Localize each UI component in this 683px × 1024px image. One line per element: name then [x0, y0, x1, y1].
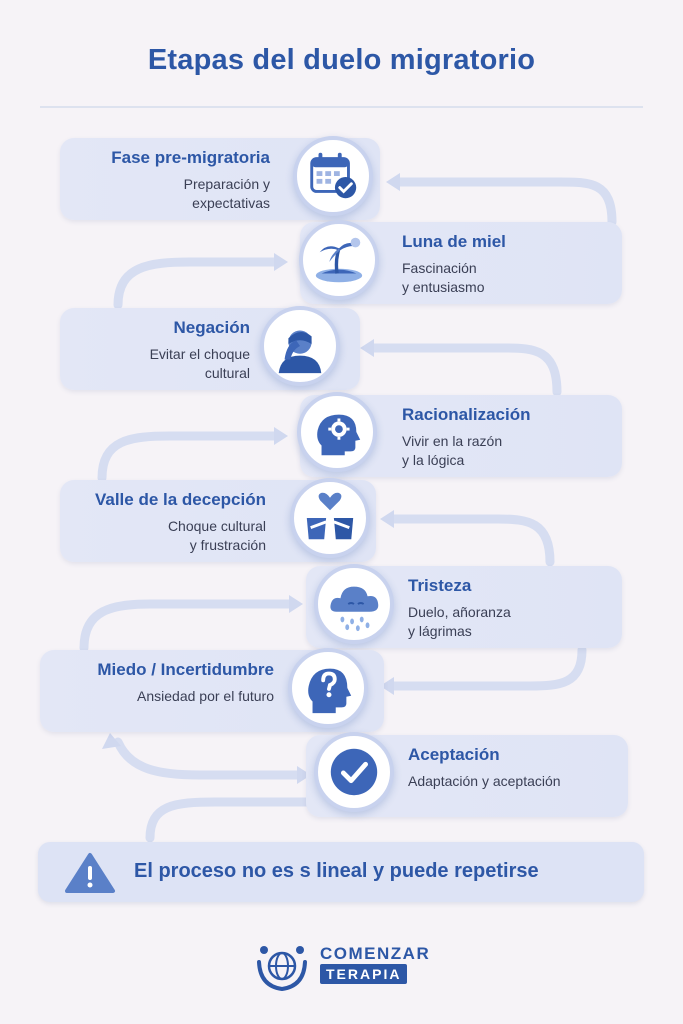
logo-line-2: TERAPIA [320, 964, 407, 984]
head-question-icon [288, 648, 368, 728]
stage-name: Valle de la decepción [94, 490, 266, 509]
globe-people-logo-icon [256, 940, 308, 992]
info-banner [38, 842, 644, 902]
connector-2 [118, 262, 275, 305]
connector-1 [400, 182, 612, 222]
stage-name: Miedo / Incertidumbre [97, 660, 274, 679]
stage-description: Choque cultural y frustración [167, 518, 266, 553]
stage-name: Negación [173, 318, 250, 337]
page-title: Etapas del duelo migratorio [147, 44, 536, 76]
calendar-check-icon [293, 136, 373, 216]
facepalm-person-icon [260, 306, 340, 386]
stage-name: Fase pre-migratoria [111, 148, 270, 167]
logo-line-1: COMENZAR [320, 944, 431, 963]
stage-name: Tristeza [408, 576, 472, 595]
connector-5 [392, 519, 550, 562]
stage-description: Preparación y expectativas [183, 176, 270, 211]
brand-logo [256, 940, 436, 990]
stage-description: Evitar el choque cultural [149, 346, 250, 381]
connector-9 [150, 802, 310, 838]
banner-text: El proceso no es s lineal y puede repetirse [134, 860, 539, 882]
connector-4 [102, 436, 275, 478]
connector-3 [372, 348, 557, 392]
broken-heart-bridge-icon [290, 478, 370, 558]
palm-island-icon [299, 220, 379, 300]
stage-description: Fascinación y entusiasmo [402, 260, 485, 295]
stage-description: Vivir en la razón y la lógica [402, 433, 503, 468]
stage-name: Racionalización [402, 405, 531, 424]
connector-7 [392, 650, 582, 686]
check-circle-icon [314, 732, 394, 812]
stage-description: Ansiedad por el futuro [137, 688, 274, 704]
connector-8 [118, 742, 298, 775]
stage-name: Aceptación [408, 745, 500, 764]
stage-description: Duelo, añoranza y lágrimas [408, 604, 511, 639]
warning-icon [64, 852, 116, 894]
head-gear-icon [297, 392, 377, 472]
sad-cloud-icon [314, 564, 394, 644]
stage-description: Adaptación y aceptación [408, 773, 561, 789]
connector-6 [84, 604, 290, 648]
stage-name: Luna de miel [402, 232, 506, 251]
